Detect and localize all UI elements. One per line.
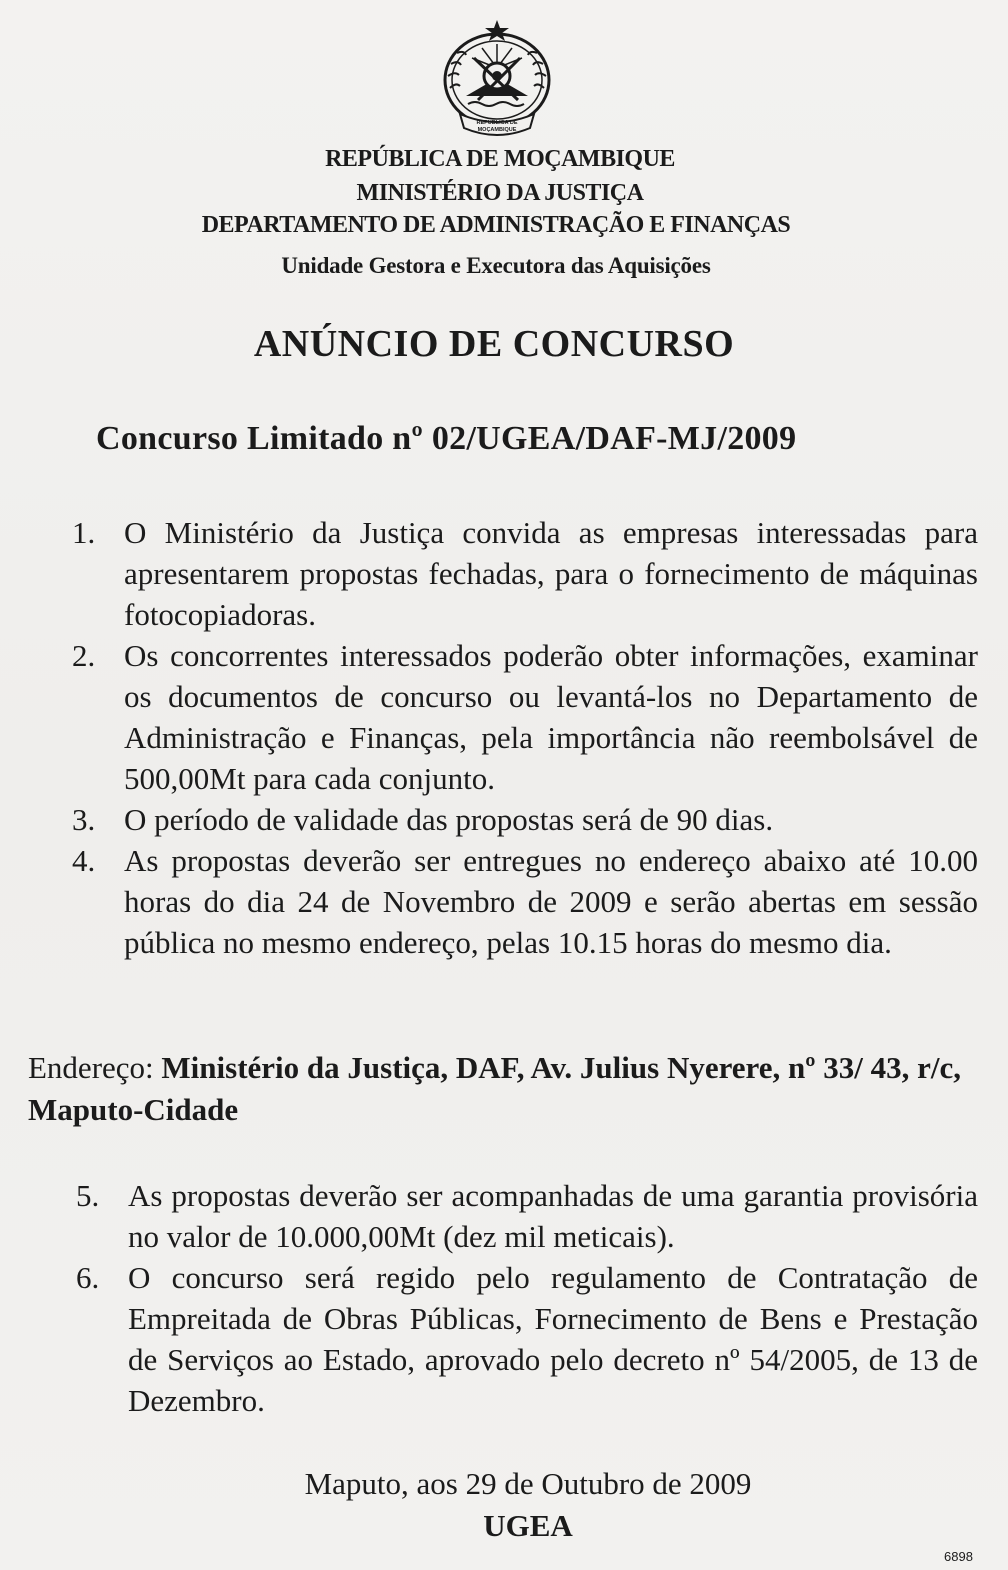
address-label: Endereço: xyxy=(28,1050,154,1085)
closing-date: Maputo, aos 29 de Outubro de 2009 xyxy=(304,1466,752,1501)
list-item xyxy=(0,799,1008,840)
tender-clauses-part1 xyxy=(0,512,1008,963)
list-item xyxy=(0,635,1008,799)
list-item xyxy=(0,840,1008,963)
list-item-text: As propostas deverão ser entregues no endereço abaixo até 10.00 horas do dia 24 de Novembro de 2009 e serão abertas em sessão pública no mesmo endereço, pelas 10.15 horas do mesmo dia. xyxy=(124,843,978,960)
header-ministry: MINISTÉRIO DA JUSTIÇA xyxy=(356,180,644,206)
list-item-text: As propostas deverão ser acompanhadas de uma garantia provisória no valor de 10.000,00Mt (dez mil meticais). xyxy=(128,1178,978,1254)
tender-clauses-part2 xyxy=(0,1175,1008,1421)
page-title: ANÚNCIO DE CONCURSO xyxy=(253,323,735,365)
list-item xyxy=(0,1257,1008,1421)
ribbon-text-2: MOÇAMBIQUE xyxy=(477,127,517,133)
list-item-number: 6. xyxy=(76,1260,100,1295)
header-department: DEPARTAMENTO DE ADMINISTRAÇÃO E FINANÇAS xyxy=(201,212,791,238)
list-item-text: O período de validade das propostas será de 90 dias. xyxy=(124,802,774,837)
list-item xyxy=(0,1175,1008,1257)
header-unit: Unidade Gestora e Executora das Aquisições xyxy=(281,253,711,278)
list-item-number: 2. xyxy=(72,638,96,673)
list-item-text: O Ministério da Justiça convida as empresas interessadas para apresentarem propostas fechadas, para o fornecimento de máquinas fotocopiadoras. xyxy=(124,515,978,632)
list-item xyxy=(0,512,1008,635)
list-item-text: Os concorrentes interessados poderão obter informações, examinar os documentos de concurso ou levantá-los no Departamento de Administração e Finanças, pela importância não reembolsável de 500,00Mt para cada conjunto. xyxy=(124,638,978,796)
signature: UGEA xyxy=(483,1508,573,1543)
list-item-number: 1. xyxy=(72,515,96,550)
tender-reference: Concurso Limitado nº 02/UGEA/DAF-MJ/2009 xyxy=(96,420,797,457)
header-country: REPÚBLICA DE MOÇAMBIQUE xyxy=(325,146,675,172)
list-item-text: O concurso será regido pelo regulamento de Contratação de Empreitada de Obras Públicas, Fornecimento de Bens e Prestação de Serviços ao Estado, aprovado pelo decreto nº 54/2005, de 13 de Dezembro. xyxy=(128,1260,978,1418)
list-item-number: 5. xyxy=(76,1178,100,1213)
list-item-number: 3. xyxy=(72,802,96,837)
list-item-number: 4. xyxy=(72,843,96,878)
coat-of-arms-icon xyxy=(438,18,556,142)
serial-number: 6898 xyxy=(944,1549,973,1564)
address-block xyxy=(28,1047,978,1131)
address-value: Ministério da Justiça, DAF, Av. Julius Nyerere, nº 33/ 43, r/c, Maputo-Cidade xyxy=(28,1050,961,1127)
ribbon-text-1: REPUBLICA DE xyxy=(476,120,518,126)
